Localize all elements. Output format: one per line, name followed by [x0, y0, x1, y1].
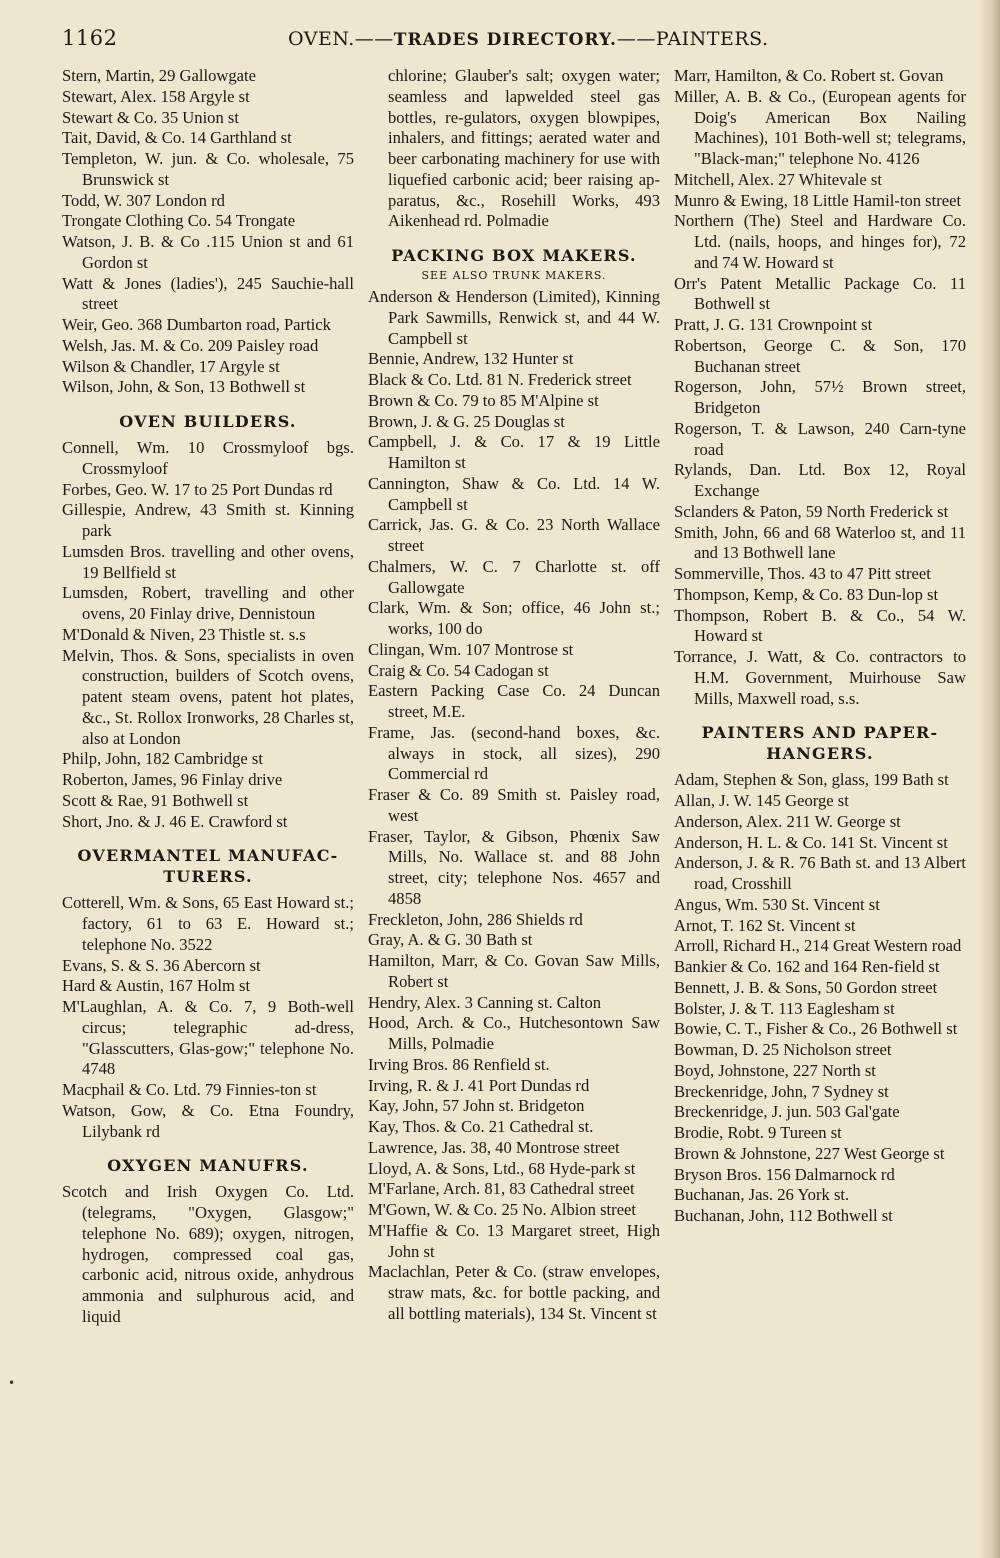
entry: Weir, Geo. 368 Dumbarton road, Partick	[62, 315, 331, 334]
running-head-dash-2: ——	[616, 28, 656, 50]
entry: Templeton, W. jun. & Co. wholesale, 75 Brunswick st	[62, 149, 354, 189]
entry: Breckenridge, J. jun. 503 Gal'gate	[674, 1102, 900, 1122]
section-heading-oven-builders: OVEN BUILDERS.	[119, 412, 297, 431]
entry: Kay, John, 57 John st. Bridgeton	[368, 1096, 585, 1116]
entry: Brown, J. & G. 25 Douglas st	[368, 411, 565, 431]
entry: Fraser, Taylor, & Gibson, Phœnix Saw Mills, No. Wallace st. and 88 John street, city; telephone Nos. 4657 and 4858	[368, 826, 660, 908]
entry: Carrick, Jas. G. & Co. 23 North Wallace street	[368, 515, 660, 555]
entry: Rogerson, T. & Lawson, 240 Carn-tyne road	[674, 418, 966, 459]
entry: Irving, R. & J. 41 Port Dundas rd	[368, 1075, 590, 1095]
entry: Watson, Gow, & Co. Etna Foundry, Lilybank rd	[62, 1100, 354, 1141]
entry: Buchanan, John, 112 Bothwell st	[674, 1206, 893, 1225]
entry: Lawrence, Jas. 38, 40 Montrose street	[368, 1137, 620, 1157]
entry: Connell, Wm. 10 Crossmyloof bgs. Crossmyloof	[62, 438, 354, 478]
entry: Lumsden, Robert, travelling and other ovens, 20 Finlay drive, Dennistoun	[62, 583, 354, 623]
entry: Thompson, Kemp, & Co. 83 Dun-lop st	[674, 584, 939, 604]
entry: Scotch and Irish Oxygen Co. Ltd. (telegrams, "Oxygen, Glasgow;" telephone No. 689); oxygen, nitrogen, hydrogen, compressed coal gas, carbonic acid, nitrous oxide, anhydrous ammonia and sulphurous acid, and liquid	[62, 1182, 354, 1326]
running-head-dash-1: ——	[354, 28, 394, 50]
entry: Tait, David, & Co. 14 Garthland st	[62, 128, 292, 148]
entry: Anderson & Henderson (Limited), Kinning Park Sawmills, Renwick st, and 44 W. Campbell st	[368, 287, 660, 348]
entry: Irving Bros. 86 Renfield st.	[368, 1054, 550, 1074]
entry: Melvin, Thos. & Sons, specialists in oven construction, builders of Scotch ovens, patent steam ovens, patent hot plates, &c., St. Rollox Ironworks, 28 Charles st, also at London	[62, 645, 354, 748]
entry: Lumsden Bros. travelling and other ovens, 19 Bellfield st	[62, 541, 354, 582]
entry: Bowie, C. T., Fisher & Co., 26 Bothwell st	[674, 1019, 958, 1039]
entry: Hamilton, Marr, & Co. Govan Saw Mills, Robert st	[368, 951, 660, 991]
entry: M'Gown, W. & Co. 25 No. Albion street	[368, 1200, 637, 1219]
entry: Hendry, Alex. 3 Canning st. Calton	[368, 992, 602, 1012]
entry: M'Donald & Niven, 23 Thistle st. s.s	[62, 624, 306, 644]
running-head-title: TRADES DIRECTORY.	[393, 30, 617, 50]
entry: Clark, Wm. & Son; office, 46 John st.; works, 100 do	[368, 598, 660, 638]
entry: Pratt, J. G. 131 Crownpoint st	[674, 315, 873, 334]
entry: Breckenridge, John, 7 Sydney st	[674, 1081, 889, 1101]
entry: Gray, A. & G. 30 Bath st	[368, 930, 533, 950]
entry: Stern, Martin, 29 Gallowgate	[62, 66, 257, 85]
entry: Smith, John, 66 and 68 Waterloo st, and 11 and 13 Bothwell lane	[674, 522, 966, 563]
running-head	[288, 28, 769, 50]
entry: Watt & Jones (ladies'), 245 Sauchie-hall street	[62, 273, 354, 314]
column-middle	[368, 66, 660, 1325]
entry: Brown & Johnstone, 227 West George st	[674, 1143, 945, 1163]
entry: Thompson, Robert B. & Co., 54 W. Howard st	[674, 605, 966, 646]
page-header	[62, 26, 948, 56]
entry: Campbell, J. & Co. 17 & 19 Little Hamilton st	[368, 432, 660, 472]
entry: Stewart & Co. 35 Union st	[62, 107, 239, 127]
entry: Marr, Hamilton, & Co. Robert st. Govan	[674, 66, 944, 85]
entry: Mitchell, Alex. 27 Whitevale st	[674, 169, 882, 189]
running-head-right: PAINTERS.	[655, 28, 769, 50]
entry: Cotterell, Wm. & Sons, 65 East Howard st.; factory, 61 to 63 E. Howard st.; telephone No. 3522	[62, 893, 354, 954]
entry: Forbes, Geo. W. 17 to 25 Port Dundas rd	[62, 479, 333, 499]
entry: Hood, Arch. & Co., Hutchesontown Saw Mills, Polmadie	[368, 1013, 660, 1053]
entry: Frame, Jas. (second-hand boxes, &c. always in stock, all sizes), 290 Commercial rd	[368, 722, 660, 784]
section-heading-oxygen-manufacturers: OXYGEN MANUFRS.	[107, 1156, 309, 1176]
entry: Philp, John, 182 Cambridge st	[62, 749, 263, 769]
entry: Robertson, George C. & Son, 170 Buchanan street	[674, 335, 966, 376]
entry: Bryson Bros. 156 Dalmarnock rd	[674, 1164, 895, 1184]
entry: Evans, S. & S. 36 Abercorn st	[62, 955, 261, 975]
entry: Short, Jno. & J. 46 E. Crawford st	[62, 811, 288, 831]
entry: Craig & Co. 54 Cadogan st	[368, 660, 549, 680]
entry: Bankier & Co. 162 and 164 Ren-field st	[674, 957, 940, 976]
entry: Maclachlan, Peter & Co. (straw envelopes, straw mats, &c. for bottle packing, and all bottling materials), 134 St. Vincent st	[368, 1262, 660, 1323]
entry: Angus, Wm. 530 St. Vincent st	[674, 894, 880, 914]
entry: Bennett, J. B. & Sons, 50 Gordon street	[674, 977, 938, 997]
entry: Brown & Co. 79 to 85 M'Alpine st	[368, 390, 599, 410]
entry: M'Haffie & Co. 13 Margaret street, High John st	[368, 1220, 660, 1261]
entry: Arnot, T. 162 St. Vincent st	[674, 915, 856, 935]
running-head-left: OVEN.	[288, 28, 355, 50]
entry: Anderson, H. L. & Co. 141 St. Vincent st	[674, 832, 948, 852]
entry: Scott & Rae, 91 Bothwell st	[62, 790, 249, 810]
entry: Todd, W. 307 London rd	[62, 190, 225, 210]
entry: Freckleton, John, 286 Shields rd	[368, 909, 583, 929]
entry: Wilson & Chandler, 17 Argyle st	[62, 356, 280, 376]
entry: Orr's Patent Metallic Package Co. 11 Bothwell st	[674, 273, 966, 314]
section-heading-packing-box-makers: PACKING BOX MAKERS.	[391, 246, 637, 265]
entry: Bolster, J. & T. 113 Eaglesham st	[674, 998, 895, 1018]
entry: Stewart, Alex. 158 Argyle st	[62, 86, 250, 106]
entry: Lloyd, A. & Sons, Ltd., 68 Hyde-park st	[368, 1158, 636, 1178]
entry: Anderson, Alex. 211 W. George st	[674, 811, 901, 831]
entry: Eastern Packing Case Co. 24 Duncan street, M.E.	[368, 681, 660, 721]
entry: Adam, Stephen & Son, glass, 199 Bath st	[674, 770, 949, 790]
entry: Clingan, Wm. 107 Montrose st	[368, 639, 574, 659]
entry: Allan, J. W. 145 George st	[674, 791, 849, 810]
entry: Torrance, J. Watt, & Co. contractors to H.M. Government, Muirhouse Saw Mills, Maxwell road, s.s.	[674, 647, 966, 708]
margin-speck: •	[8, 1376, 16, 1390]
entry: Rylands, Dan. Ltd. Box 12, Royal Exchange	[674, 460, 966, 500]
entry: Brodie, Robt. 9 Tureen st	[674, 1123, 842, 1142]
cross-reference: SEE ALSO TRUNK MAKERS.	[421, 269, 607, 282]
entry: Boyd, Johnstone, 227 North st	[674, 1060, 876, 1080]
entry: Hard & Austin, 167 Holm st	[62, 976, 251, 996]
entry: Bennie, Andrew, 132 Hunter st	[368, 349, 574, 369]
entry: Arroll, Richard H., 214 Great Western road	[674, 936, 962, 956]
entry: Roberton, James, 96 Finlay drive	[62, 770, 283, 789]
entry-continuation: chlorine; Glauber's salt; oxygen water; seamless and lapwelded steel gas bottles, re-gulators, oxygen blowpipes, inhalers, and fittings; aerated water and beer carbonating machinery for use with liquefied carbonic acid; beer raising ap-paratus, &c., Rosehill Works, 493 Aikenhead rd. Polmadie	[388, 66, 660, 231]
section-heading-overmantel-manufacturers: OVERMANTEL MANUFAC-TURERS.	[77, 846, 339, 887]
entry: Rogerson, John, 57½ Brown street, Bridgeton	[674, 377, 966, 417]
page-edge	[978, 0, 1000, 1558]
entry: Welsh, Jas. M. & Co. 209 Paisley road	[62, 335, 319, 355]
page-number: 1162	[62, 26, 118, 50]
entry: Trongate Clothing Co. 54 Trongate	[62, 211, 296, 231]
entry: Watson, J. B. & Co .115 Union st and 61 Gordon st	[62, 232, 354, 272]
entry: Black & Co. Ltd. 81 N. Frederick street	[368, 370, 632, 389]
entry: Cannington, Shaw & Co. Ltd. 14 W. Campbell st	[368, 473, 660, 514]
entry: Anderson, J. & R. 76 Bath st. and 13 Albert road, Crosshill	[674, 853, 966, 893]
entry: Fraser & Co. 89 Smith st. Paisley road, west	[368, 785, 660, 825]
entry: Northern (The) Steel and Hardware Co. Ltd. (nails, hoops, and hinges for), 72 and 74 W. Howard st	[674, 211, 966, 272]
entry: Sommerville, Thos. 43 to 47 Pitt street	[674, 564, 931, 583]
entry: Wilson, John, & Son, 13 Bothwell st	[62, 377, 306, 397]
entry: Kay, Thos. & Co. 21 Cathedral st.	[368, 1117, 594, 1136]
entry: Miller, A. B. & Co., (European agents for Doig's American Box Nailing Machines), 101 Both-well st; telegrams, "Black-man;" telephone No. 4126	[674, 86, 966, 168]
entry: Buchanan, Jas. 26 York st.	[674, 1185, 850, 1205]
entry: Bowman, D. 25 Nicholson street	[674, 1040, 892, 1059]
column-left	[62, 66, 354, 1328]
entry: Sclanders & Paton, 59 North Frederick st	[674, 501, 949, 521]
entry: Macphail & Co. Ltd. 79 Finnies-ton st	[62, 1080, 317, 1099]
entry: Chalmers, W. C. 7 Charlotte st. off Gallowgate	[368, 556, 660, 597]
entry: M'Farlane, Arch. 81, 83 Cathedral street	[368, 1179, 635, 1199]
entry: Munro & Ewing, 18 Little Hamil-ton street	[674, 190, 962, 210]
entry: M'Laughlan, A. & Co. 7, 9 Both-well circus; telegraphic ad-dress, "Glasscutters, Glas-gow;" telephone No. 4748	[62, 997, 354, 1079]
section-heading-painters-and-paperhangers: PAINTERS AND PAPER-HANGERS.	[701, 723, 939, 764]
entry: Gillespie, Andrew, 43 Smith st. Kinning park	[62, 500, 354, 540]
column-right	[674, 66, 966, 1227]
